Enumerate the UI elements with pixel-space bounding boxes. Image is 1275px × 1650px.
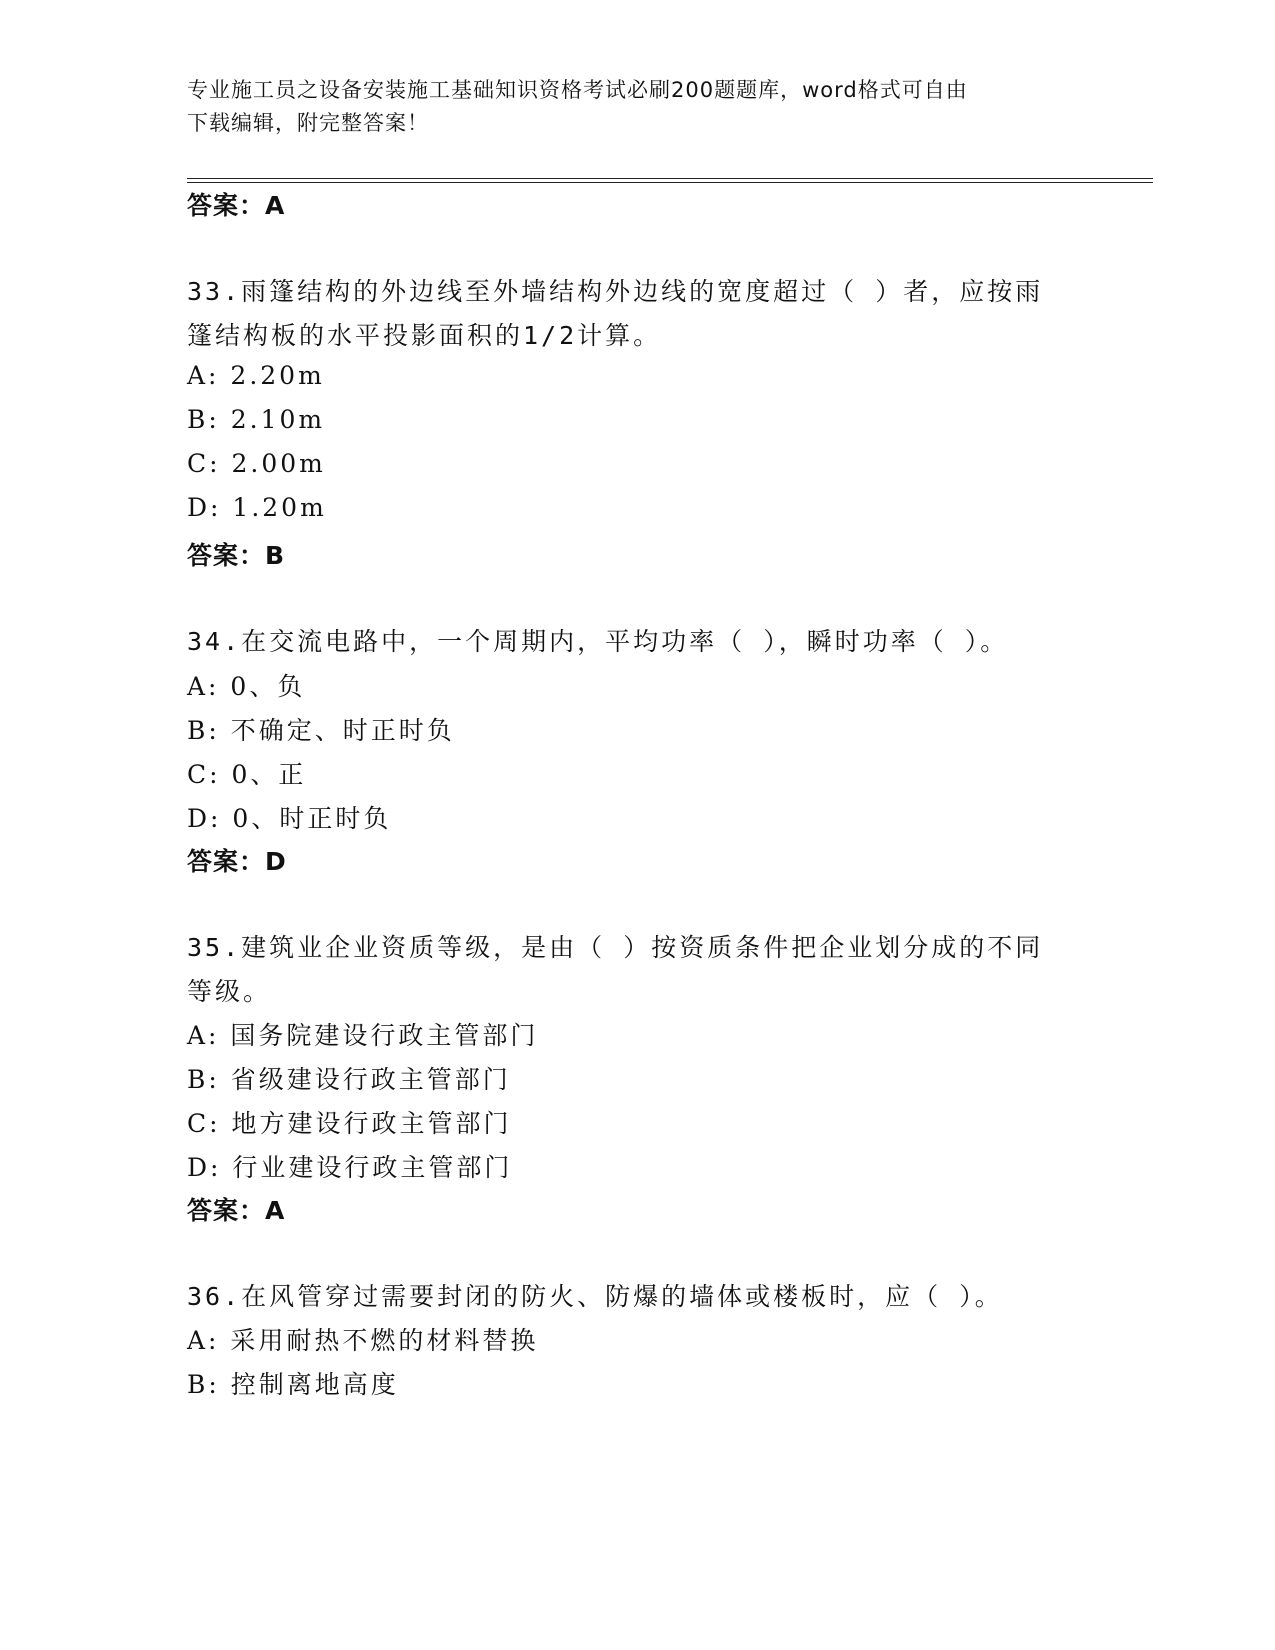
question-34-option-a: A: 0、负 bbox=[187, 672, 306, 701]
question-35-option-b: B: 省级建设行政主管部门 bbox=[187, 1065, 511, 1094]
question-35-option-c: C: 地方建设行政主管部门 bbox=[187, 1109, 512, 1138]
question-36-option-a: A: 采用耐热不燃的材料替换 bbox=[187, 1326, 539, 1355]
question-33-stem-line-2: 篷结构板的水平投影面积的1/2计算。 bbox=[187, 321, 662, 350]
previous-answer: 答案：A bbox=[187, 191, 286, 220]
question-35-stem-line-1: 35.建筑业企业资质等级，是由（ ）按资质条件把企业划分成的不同 bbox=[187, 933, 1044, 962]
question-33-stem-line-1: 33.雨篷结构的外边线至外墙结构外边线的宽度超过（ ）者，应按雨 bbox=[187, 277, 1044, 306]
question-34-option-b: B: 不确定、时正时负 bbox=[187, 716, 455, 745]
question-34-stem-line-1: 34.在交流电路中，一个周期内，平均功率（ ），瞬时功率（ ）。 bbox=[187, 627, 1009, 656]
question-33-option-d: D: 1.20m bbox=[187, 493, 327, 522]
header-line-1: 专业施工员之设备安装施工基础知识资格考试必刷200题题库，word格式可自由 bbox=[187, 78, 968, 102]
question-34-option-d: D: 0、时正时负 bbox=[187, 804, 392, 833]
document-header bbox=[187, 74, 1087, 140]
question-33-option-a: A: 2.20m bbox=[187, 361, 325, 390]
question-35-option-d: D: 行业建设行政主管部门 bbox=[187, 1153, 513, 1182]
question-33-option-b: B: 2.10m bbox=[187, 405, 326, 434]
question-35-stem-line-2: 等级。 bbox=[187, 977, 272, 1006]
header-line-2: 下载编辑，附完整答案！ bbox=[187, 111, 429, 135]
question-34-option-c: C: 0、正 bbox=[187, 760, 307, 789]
question-36-stem-line-1: 36.在风管穿过需要封闭的防火、防爆的墙体或楼板时，应（ ）。 bbox=[187, 1282, 1003, 1311]
question-33-option-c: C: 2.00m bbox=[187, 449, 326, 478]
header-divider-bottom bbox=[187, 182, 1153, 183]
question-35-answer: 答案：A bbox=[187, 1196, 286, 1225]
question-36-option-b: B: 控制离地高度 bbox=[187, 1370, 399, 1399]
question-33-answer: 答案：B bbox=[187, 541, 286, 570]
header-divider-top bbox=[187, 178, 1153, 179]
question-34-answer: 答案：D bbox=[187, 847, 287, 876]
question-35-option-a: A: 国务院建设行政主管部门 bbox=[187, 1021, 539, 1050]
